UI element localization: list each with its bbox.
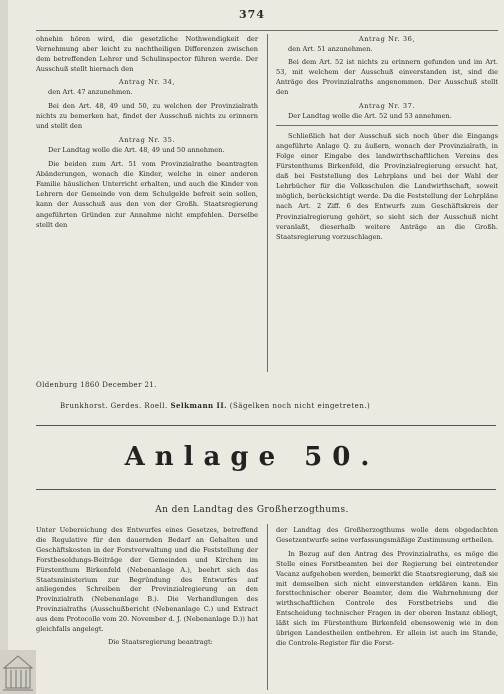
paragraph: Bei dem Art. 52 ist nichts zu erinnern gefunden und im Art. 53, mit welchem der Ausschuß einverstanden ist, sind die Anträge des Provinzialraths angenommen. Der Ausschuß stellt den <box>276 58 498 97</box>
signer-bold-name: Selkmann II. <box>170 401 228 410</box>
antrag-heading: Antrag Nr. 36, <box>358 35 416 43</box>
antrag-text: den Art. 51 anzunehmen. <box>288 45 373 54</box>
library-building-icon <box>0 650 36 694</box>
address-heading: An den Landtag des Großherzogthums. <box>155 505 349 515</box>
paragraph: In Bezug auf den Antrag des Provinzialraths, es möge die Stelle eines Forstbeamten bei der Regierung bei eintretender Vacanz aufgehoben werden, bemerkt die Staatsregierung, daß sie mit demselben sich nicht einverstanden erklären kann. Ein forsttechnischer oberer Beamter, dem die Wahrnehmung der wirthschaftlichen Controle des Forstbetriebs und die Entscheidung technischer Fragen in der oberen Instanz obliegt, läßt sich im Fürstenthum Birkenfeld ebensowenig wie in den übrigen Landestheilen entbehren. Er allein ist auch im Stande, die Controle-Register für die Forst- <box>276 549 498 647</box>
antrag-text: Der Landtag wolle die Art. 48, 49 und 50 annehmen. <box>48 145 225 154</box>
bottom-left-column <box>36 526 258 648</box>
header-rule <box>36 30 498 31</box>
column-divider <box>267 34 268 372</box>
top-left-column <box>36 34 258 230</box>
bottom-right-column <box>276 526 498 649</box>
paragraph: ohnehin hören wird, die gesetzliche Nothwendigkeit der Vernehmung aber leicht zu nachtheiligen Differenzen zwischen dem betreffenden Lehrer und Schulinspector führen werde. Der Ausschuß stellt hiernach den <box>36 35 258 74</box>
antrag-text: Der Landtag wolle die Art. 52 und 53 annehmen. <box>288 111 452 120</box>
paragraph: Bei den Art. 48, 49 und 50, zu welchen der Provinzialrath nichts zu bemerken hat, findet der Ausschuß nichts zu erinnern und stellt den <box>36 101 258 130</box>
closing-line: Die Staatsregierung beantragt: <box>108 637 213 646</box>
signer-note: (Sägelken noch nicht eingetreten.) <box>229 402 371 410</box>
paragraph: Die beiden zum Art. 51 vom Provinzialrathe beantragten Abänderungen, wonach die Kinder, welche in einer anderen Familie häuslichen Unterricht erhalten, und auch die Kinder von Lehrern der Gemeinde von dem Schulgelde befreit sein sollen, kann der Ausschuß aus den von der Großh. Staatsregierung angeführten Gründen zur Annahme nicht empfehlen. Derselbe stellt den <box>36 160 258 229</box>
binding-gutter <box>0 0 8 694</box>
signatories <box>60 401 490 410</box>
section-rule <box>36 425 496 426</box>
paragraph: Schließlich hat der Ausschuß sich noch über die Eingangs angeführte Anlage Q. zu äußern, wonach der Provinzialrath, in Folge einer Eingabe des landwirthschaftlichen Vereins des Fürstenthums Birkenfeld, die Provinzialregierung ersucht hat, daß bei Feststellung des Lehrplans und bei der Wahl der Lehrbücher für die Volksschulen die Landwirthschaft, soweit möglich, berücksichtigt werde. Da die Feststellung der Lehrpläne nach Art. 2 Ziff. 6 des Entwurfs zum Geschäftskreis der Provinzialregierung gehört, so sieht sich der Ausschuß nicht veranlaßt, dieserhalb weitere Anträge an die Großh. Staatsregierung vorzuschlagen. <box>276 131 498 241</box>
section-rule <box>276 125 498 126</box>
antrag-heading: Antrag Nr. 37. <box>358 101 416 110</box>
section-rule <box>36 489 496 490</box>
antrag-heading: Antrag Nr. 35. <box>118 135 176 144</box>
antrag-heading: Antrag Nr. 34, <box>118 78 176 87</box>
signer-names: Brunkhorst. Gerdes. Roell. <box>60 402 168 410</box>
top-right-column <box>276 34 498 242</box>
page-number: 374 <box>239 8 265 21</box>
anlage-title: Anlage 50. <box>124 442 380 472</box>
column-divider <box>267 524 268 690</box>
antrag-text: den Art. 47 anzunehmen. <box>48 88 133 97</box>
paragraph: der Landtag des Großherzogthums wolle dem obgedachten Gesetzentwurfe seine verfassungsmäßige Zustimmung ertheilen. <box>276 526 498 544</box>
date-line: Oldenburg 1860 December 21. <box>36 381 157 389</box>
paragraph: Unter Uebereichung des Entwurfes eines Gesetzes, betreffend die Regulative für den dauernden Bedarf an Gehalten und Geschäftskosten in der Forstverwaltung und die Feststellung der Forstbesoldungs-Beiträge der Gemeinden und Kirchen im Fürstenthum Birkenfeld (Nebenanlage A.), beehrt sich das Staatsministerium zur Begründung des Entwurfes auf anliegendes Schreiben der Provinzialregierung an den Provinzialrath (Nebenanlage B.). Die Verhandlungen des Provinzialraths (Ausschußbericht (Nebenanlage C.) und Extract aus dem Protocolle vom 20. November d. J. (Nebenanlage D.)) hat gleichfalls angelegt. <box>36 526 258 634</box>
